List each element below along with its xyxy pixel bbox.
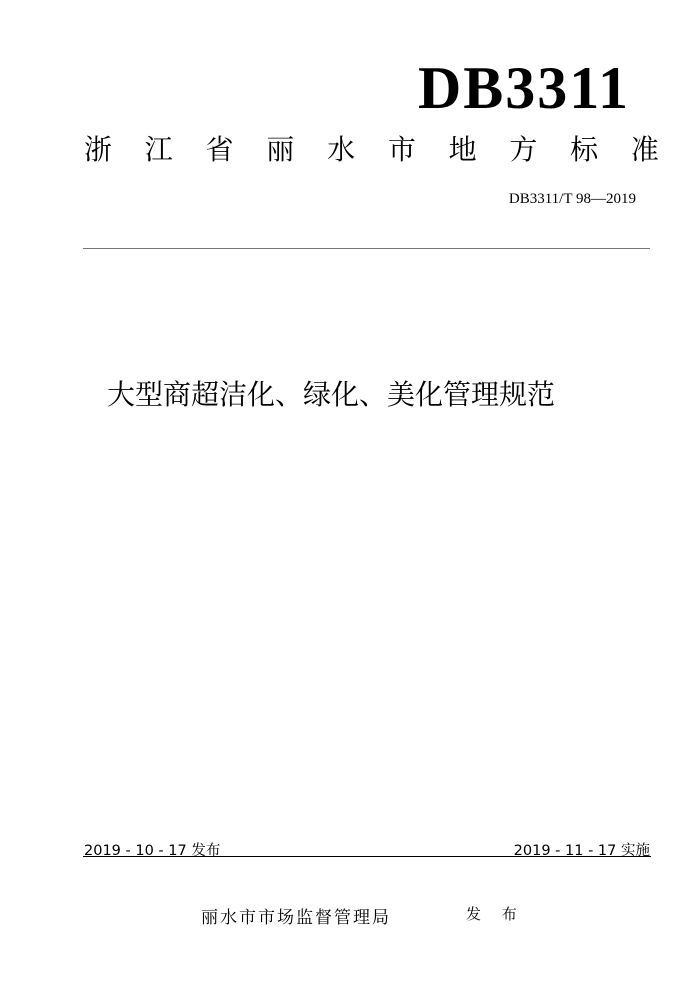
standard-type-char: 省	[205, 133, 234, 166]
standard-number: DB3311/T 98—2019	[508, 191, 636, 207]
standard-type-char: 丽	[266, 133, 295, 166]
standard-type-char: 江	[144, 133, 173, 166]
footer-divider	[83, 856, 651, 857]
standard-type-char: 准	[630, 133, 659, 166]
publish-word: 发 布	[466, 905, 525, 923]
standard-type-heading	[84, 133, 659, 166]
header-divider	[83, 248, 650, 249]
standard-type-char: 市	[387, 133, 416, 166]
issue-date: 2019 - 10 - 17 发布	[84, 843, 221, 859]
standard-type-char: 地	[448, 133, 477, 166]
standard-type-char: 浙	[84, 133, 113, 166]
publisher: 丽水市市场监督管理局	[201, 908, 391, 928]
implementation-date: 2019 - 11 - 17 实施	[513, 843, 650, 859]
document-title: 大型商超洁化、绿化、美化管理规范	[107, 378, 556, 411]
standard-type-char: 水	[327, 133, 356, 166]
standard-type-char: 方	[509, 133, 538, 166]
standard-code: DB3311	[417, 55, 630, 121]
standard-type-char: 标	[570, 133, 599, 166]
